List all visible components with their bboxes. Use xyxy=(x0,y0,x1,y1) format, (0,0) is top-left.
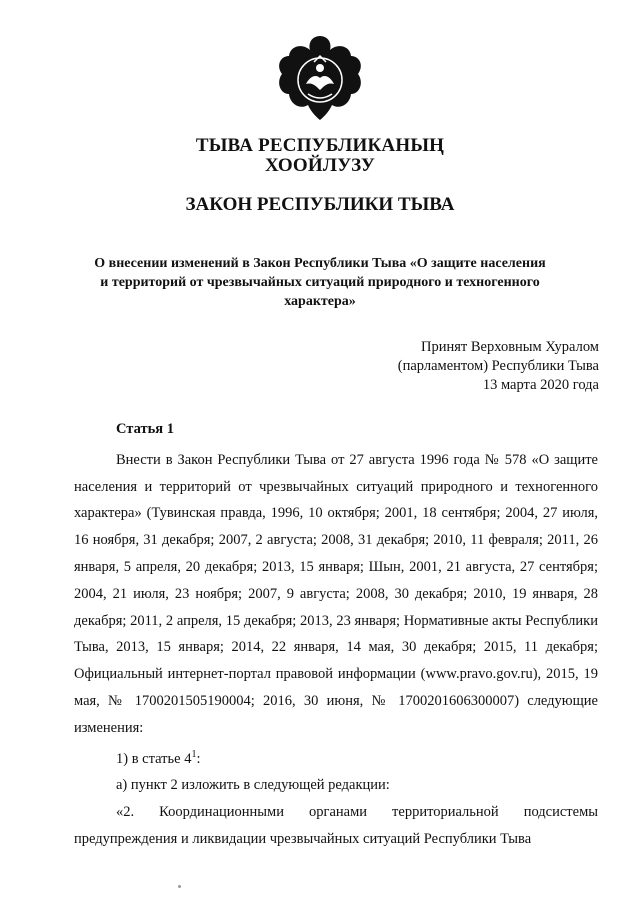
amendment-item-a: а) пункт 2 изложить в следующей редакции: xyxy=(116,777,390,794)
adoption-line-2: (парламентом) Республики Тыва xyxy=(397,358,599,374)
law-title-line-3: характера» xyxy=(284,294,356,309)
article-body xyxy=(74,416,598,853)
scan-speck xyxy=(178,885,181,888)
article-heading: Статья 1 xyxy=(116,421,174,437)
item1-text: 1) в статье 4 xyxy=(116,750,192,767)
tuva-coat-of-arms-icon xyxy=(276,34,364,122)
item1-superscript: 1 xyxy=(191,748,197,760)
republic-name-tuvan xyxy=(0,136,640,176)
republic-line-1: ТЫВА РЕСПУБЛИКАНЫҢ xyxy=(195,135,445,156)
law-title xyxy=(70,254,570,311)
adoption-date: 13 марта 2020 года xyxy=(482,377,599,393)
amendment-item-1 xyxy=(74,742,598,773)
article-paragraph: Внести в Закон Республики Тыва от 27 августа 1996 года № 578 «О защите населения и территорий от чрезвычайных ситуаций природного и техногенного характера» (Тувинская правда, 1996, 10 октября; 2001, 18 сентября; 2004, 27 июля, 16 ноября, 31 декабря; 2007, 2 августа; 2008, 31 декабря; 2010, 11 февраля; 2011, 26 января, 5 апреля, 20 декабря; 2013, 15 января; Шын, 2001, 21 августа, 27 сентября; 2004, 21 июля, 23 ноября; 2007, 9 августа; 2008, 30 декабря; 2010, 19 января, 28 декабря; 2011, 2 апреля, 15 декабря; 2013, 23 января; Нормативные акты Республики Тыва, 2013, 15 января; 2014, 22 января, 14 мая, 30 декабря; 2015, 11 декабря; Официальный интернет-портал правовой информации (www.pravo.gov.ru), 2015, 19 мая, № 1700201505190004; 2016, 30 июня, № 1700201606300007) следующие изменения: xyxy=(74,451,598,736)
republic-line-2: ХООЙЛУЗУ xyxy=(264,155,376,176)
law-heading: ЗАКОН РЕСПУБЛИКИ ТЫВА xyxy=(185,194,455,215)
law-title-line-1: О внесении изменений в Закон Республики Тыва «О защите населения xyxy=(94,256,546,271)
quoted-text: «2. Координационными органами территориальной подсистемы предупреждения и ликвидации чрезвычайных ситуаций Республики Тыва xyxy=(74,803,598,847)
adoption-note xyxy=(398,338,599,395)
law-title-line-2: и территорий от чрезвычайных ситуаций природного и техногенного xyxy=(100,275,540,290)
item1-colon: : xyxy=(196,750,201,767)
adoption-line-1: Принят Верховным Хуралом xyxy=(421,339,599,355)
